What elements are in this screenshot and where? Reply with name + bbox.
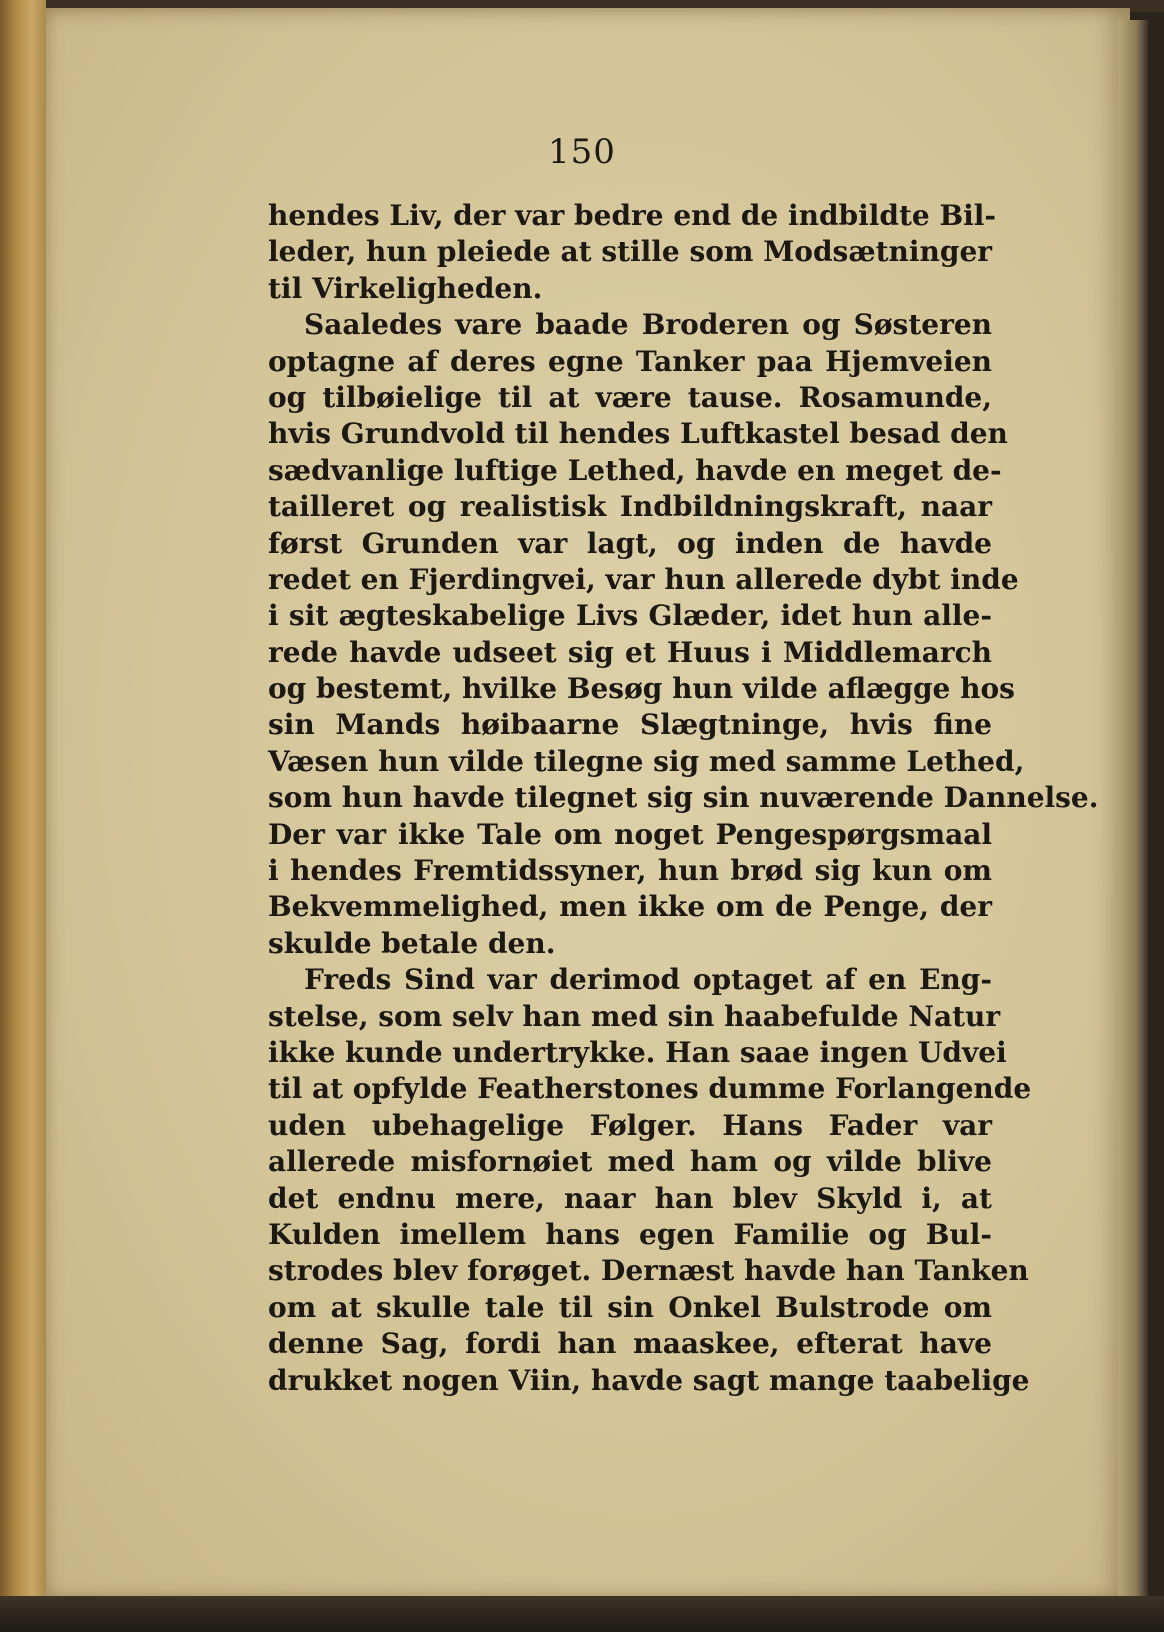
text-line: Freds Sind var derimod optaget af en Eng- (304, 963, 992, 997)
text-line: strodes blev forøget. Dernæst havde han Tanken (268, 1254, 1029, 1288)
text-line: ikke kunde undertrykke. Han saae ingen Udvei (268, 1035, 1007, 1069)
text-line: skulde betale den. (268, 926, 556, 960)
text-line: i sit ægteskabelige Livs Glæder, idet hun alle- (268, 599, 992, 633)
text-line: det endnu mere, naar han blev Skyld i, at (268, 1181, 992, 1215)
text-line: og bestemt, hvilke Besøg hun vilde aflægge hos (268, 672, 1015, 706)
text-line: rede havde udseet sig et Huus i Middlemarch (268, 635, 992, 669)
scan-bottom-border (0, 1596, 1164, 1632)
page-right-edge (1118, 20, 1148, 1600)
text-line: som hun havde tilegnet sig sin nuværende Dannelse. (268, 781, 1099, 815)
text-line: hvis Grundvold til hendes Luftkastel besad den (268, 417, 1008, 451)
text-line: leder, hun pleiede at stille som Modsætninger (268, 235, 993, 269)
text-line: til at opfylde Featherstones dumme Forlangende (268, 1072, 1032, 1106)
text-line: uden ubehagelige Følger. Hans Fader var (268, 1108, 992, 1142)
text-line: denne Sag, fordi han maaskee, efterat have (268, 1327, 992, 1361)
paragraph (268, 198, 997, 307)
text-line: til Virkeligheden. (268, 271, 543, 305)
page-number: 150 (548, 132, 616, 172)
text-line: om at skulle tale til sin Onkel Bulstrode om (268, 1290, 992, 1324)
text-line: stelse, som selv han med sin haabefulde Natur (268, 999, 1001, 1033)
text-line: Der var ikke Tale om noget Pengespørgsmaal (268, 817, 992, 851)
text-line: optagne af deres egne Tanker paa Hjemveien (268, 344, 992, 378)
paragraph (268, 307, 1099, 962)
body-text (268, 198, 1099, 1399)
text-line: drukket nogen Viin, havde sagt mange taabelige (268, 1363, 1030, 1397)
text-line: først Grunden var lagt, og inden de havde (268, 526, 992, 560)
text-line: Kulden imellem hans egen Familie og Bul- (268, 1217, 992, 1251)
text-line: sin Mands høibaarne Slægtninge, hvis fine (268, 708, 992, 742)
text-line: hendes Liv, der var bedre end de indbildte Bil- (268, 199, 997, 232)
text-line: sædvanlige luftige Lethed, havde en meget de- (268, 453, 1002, 487)
text-line: i hendes Fremtidssyner, hun brød sig kun om (268, 854, 992, 888)
text-line: allerede misfornøiet med ham og vilde blive (268, 1145, 992, 1179)
text-line: og tilbøielige til at være tause. Rosamunde, (268, 380, 992, 414)
text-line: Væsen hun vilde tilegne sig med samme Lethed, (268, 744, 1025, 778)
text-line: redet en Fjerdingvei, var hun allerede dybt inde (268, 562, 1019, 596)
text-line: Saaledes vare baade Broderen og Søsteren (304, 308, 992, 342)
text-line: Bekvemmelighed, men ikke om de Penge, der (268, 890, 992, 924)
book-spine (0, 0, 46, 1632)
paragraph (268, 962, 1032, 1399)
text-line: tailleret og realistisk Indbildningskraft, naar (268, 490, 992, 524)
